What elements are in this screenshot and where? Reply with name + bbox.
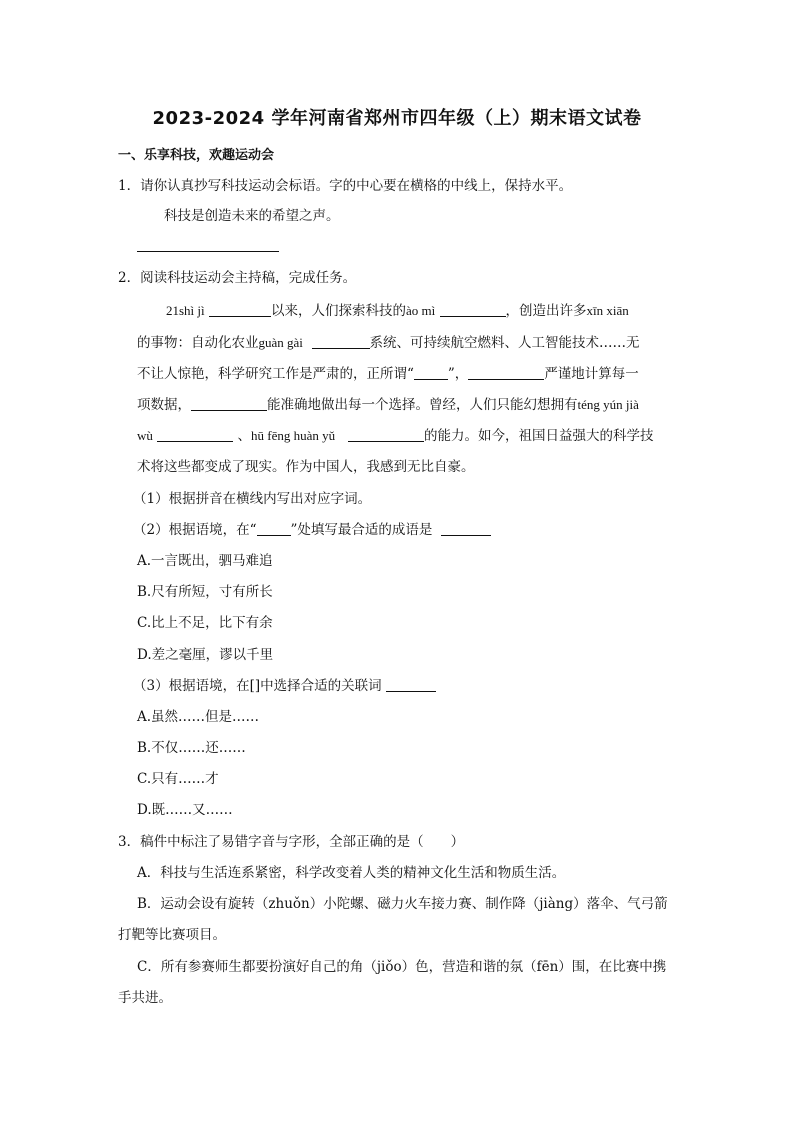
- answer-blank[interactable]: [441, 521, 491, 536]
- answer-blank[interactable]: [312, 334, 370, 349]
- passage-line-1: 21shì jì 以来，人们探索科技的ào mì ，创造出许多xīn xiān: [166, 303, 629, 319]
- option-d[interactable]: D.差之毫厘，谬以千里: [137, 647, 274, 663]
- pinyin-label: ào mì: [405, 303, 436, 318]
- answer-blank[interactable]: [440, 302, 506, 317]
- idiom-blank[interactable]: [414, 365, 448, 380]
- copy-line[interactable]: [137, 236, 279, 256]
- conjunction-blank[interactable]: [191, 396, 267, 411]
- subquestion-3: （3）根据语境，在[]中选择合适的关联词: [133, 676, 436, 696]
- option-c[interactable]: C.比上不足，比下有余: [137, 615, 273, 631]
- q3-option-b[interactable]: B．运动会设有旋转（zhuǒn）小陀螺、磁力火车接力赛、制作降（jiàng）落伞、气弓箭: [137, 896, 668, 912]
- question-3-stem: 3．稿件中标注了易错字音与字形，全部正确的是（ ）: [118, 834, 465, 850]
- pinyin-label: hū fēng huàn yǔ: [250, 428, 336, 443]
- pinyin-label: téng yún jià: [577, 397, 639, 412]
- q3-option-c-cont: 手共进。: [118, 990, 172, 1006]
- passage-line-2: 的事物：自动化农业guàn gài 系统、可持续航空燃料、人工智能技术……无: [137, 335, 640, 351]
- pinyin-label: 21shì jì: [166, 303, 205, 318]
- answer-blank[interactable]: [386, 677, 436, 692]
- q3-option-a[interactable]: A．科技与生活连系紧密，科学改变着人类的精神文化生活和物质生活。: [137, 865, 566, 881]
- pinyin-label: guàn gài: [258, 335, 303, 350]
- passage-line-6: 术将这些都变成了现实。作为中国人，我感到无比自豪。: [137, 459, 475, 475]
- page-title: 2023-2024 学年河南省郑州市四年级（上）期末语文试卷: [152, 108, 642, 129]
- question-2-stem: 2．阅读科技运动会主持稿，完成任务。: [118, 270, 357, 286]
- question-1-stem: 1．请你认真抄写科技运动会标语。字的中心要在横格的中线上，保持水平。: [118, 178, 573, 194]
- answer-blank[interactable]: [348, 427, 424, 442]
- option-a[interactable]: A.虽然……但是……: [137, 709, 260, 725]
- conjunction-blank[interactable]: [468, 365, 544, 380]
- pinyin-label: wù: [137, 428, 153, 443]
- slogan-text: 科技是创造未来的希望之声。: [164, 208, 340, 224]
- passage-line-3: 不让人惊艳，科学研究工作是严肃的，正所谓“ ”， 严谨地计算每一: [137, 366, 639, 382]
- q3-option-c[interactable]: C．所有参赛师生都要扮演好自己的角（jiǒo）色，营造和谐的氛（fēn）围，在比赛中携: [137, 959, 667, 975]
- passage-line-5: wù 、hū fēng huàn yǔ 的能力。如今，祖国日益强大的科学技: [137, 428, 654, 444]
- option-d[interactable]: D.既……又……: [137, 802, 233, 818]
- option-b[interactable]: B.不仅……还……: [137, 740, 246, 756]
- section-heading: 一、乐享科技，欢趣运动会: [118, 148, 275, 163]
- answer-blank[interactable]: [209, 302, 271, 317]
- pinyin-label: xīn xiān: [586, 303, 629, 318]
- option-a[interactable]: A.一言既出，驷马难追: [137, 553, 273, 569]
- answer-blank[interactable]: [157, 427, 233, 442]
- option-b[interactable]: B.尺有所短，寸有所长: [137, 584, 273, 600]
- subquestion-2: （2）根据语境，在“ ”处填写最合适的成语是: [133, 520, 491, 540]
- subquestion-1: （1）根据拼音在横线内写出对应字词。: [133, 491, 372, 507]
- idiom-blank[interactable]: [257, 521, 291, 536]
- option-c[interactable]: C.只有……才: [137, 771, 219, 787]
- passage-line-4: 项数据， 能准确地做出每一个选择。曾经，人们只能幻想拥有téng yún jià: [137, 397, 639, 413]
- q3-option-b-cont: 打靶等比赛项目。: [118, 927, 226, 943]
